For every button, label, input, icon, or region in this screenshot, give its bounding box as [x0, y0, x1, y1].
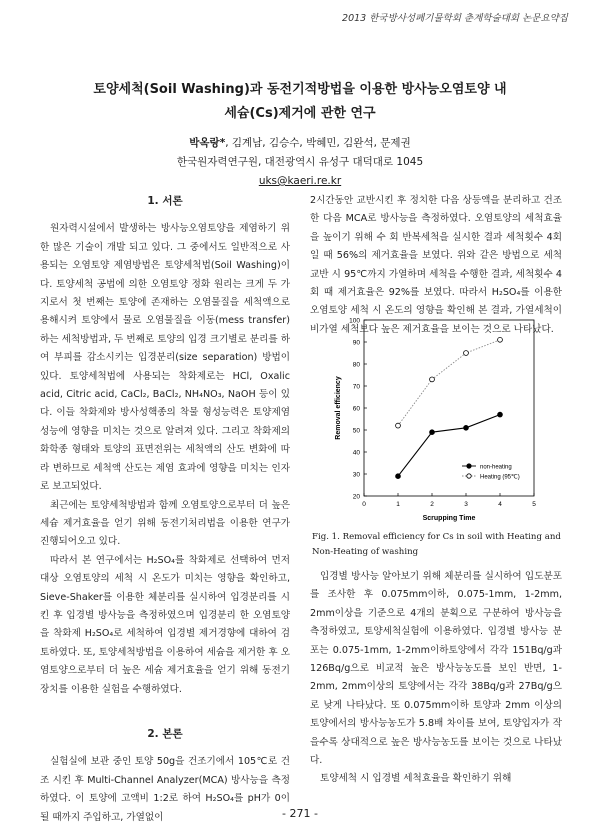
- y-tick-label: 50: [352, 427, 360, 435]
- figure-caption: Fig. 1. Removal efficiency for Cs in soil with Heating and Non-Heating of washing: [312, 532, 561, 557]
- series-1-point: [498, 337, 503, 342]
- author-email[interactable]: uks@kaeri.re.kr: [258, 175, 342, 187]
- series-0-point: [464, 425, 469, 430]
- y-tick-label: 40: [352, 449, 360, 457]
- first-author: 박옥랑*: [189, 137, 226, 149]
- removal-efficiency-chart: [312, 308, 552, 526]
- series-0-point: [396, 474, 401, 479]
- right-paragraph-1: 2시간동안 교반시킨 후 정치한 다음 상등액을 분리하고 건조한 다음 MCA로 방사능을 측정하였다. 오염토양의 세척효율을 높이기 위해 수 회 반복세척을 실시한 결과 세척횟수 4회 일 때 56%의 제거효율을 보였다. 위와 같은 방법으로 세척 교반 시 95℃까지 가열하며 세척을 수행한 결과, 세척횟수 4회 때 제거효율은 92%를 보였다. 따라서 H₂SO₄를 이용한 오염토양 세척 시 온도의 영향을 확인해 본 결과, 가열세척이 비가열 세척보다 높은 제거효율을 보이는 것으로 나타났다.: [310, 195, 562, 335]
- title-line-2: 세슘(Cs)제거에 관한 연구: [224, 106, 376, 121]
- section-1-title: 1. 서론: [147, 195, 183, 207]
- series-line-1: [398, 340, 500, 426]
- legend-label-0: non-heating: [480, 464, 512, 471]
- y-tick-label: 100: [349, 317, 360, 325]
- x-axis-label: Scrupping Time: [422, 515, 476, 522]
- series-1-point: [430, 377, 435, 382]
- series-1-point: [396, 423, 401, 428]
- x-tick-label: 4: [498, 501, 502, 508]
- series-0-point: [498, 412, 503, 417]
- section-2-title: 2. 본론: [147, 727, 183, 740]
- y-tick-label: 70: [352, 383, 360, 391]
- section-1-paragraph-2: 최근에는 토양세척방법과 함께 오염토양으로부터 더 높은 세슘 제거효율을 얻기 위해 동전기처리법을 이용한 연구가 진행되어오고 있다.: [40, 499, 290, 548]
- y-tick-label: 30: [352, 471, 360, 479]
- journal-header: 2013 한국방사성폐기물학회 춘계학술대회 논문요약집: [342, 13, 568, 24]
- x-tick-label: 0: [362, 501, 366, 508]
- x-tick-label: 1: [396, 501, 400, 508]
- author-block: [0, 134, 600, 191]
- figure-1: [312, 308, 552, 526]
- title-line-1: 토양세척(Soil Washing)과 동전기적방법을 이용한 방사능오염토양 내: [93, 82, 507, 97]
- y-tick-label: 90: [352, 339, 360, 347]
- legend-label-1: Heating (95℃): [480, 474, 520, 481]
- author-line: [0, 134, 600, 153]
- left-column: [40, 192, 290, 827]
- legend-marker-0: [467, 464, 471, 468]
- y-axis-label: Removal efficiency: [335, 376, 342, 440]
- y-tick-label: 80: [352, 361, 360, 369]
- affiliation: 한국원자력연구원, 대전광역시 유성구 대덕대로 1045: [176, 156, 424, 168]
- right-column-bottom: [310, 568, 562, 789]
- section-2-paragraph-1: 실험실에 보관 중인 토양 50g을 건조기에서 105℃로 건조 시킨 후 Multi-Channel Analyzer(MCA) 방사능을 측정하였다. 이 토양에 고액비 1:2로 하여 H₂SO₄를 pH가 0이 될 때까지 주입하고, 가열없이: [40, 756, 290, 823]
- paper-title: [40, 78, 560, 126]
- co-authors: , 김계남, 김승수, 박혜민, 김완석, 문제권: [225, 137, 411, 149]
- page-number: - 271 -: [282, 807, 318, 820]
- series-0-point: [430, 430, 435, 435]
- legend-marker-1: [467, 474, 471, 478]
- right-paragraph-2: 입경별 방사능 알아보기 위해 체분리를 실시하여 입도분포를 조사한 후 0.075mm이하, 0.075-1mm, 1-2mm, 2mm이상을 기준으로 4개의 분획으로 구분하여 방사능을 측정하였고, 토양세척실험에 이용하였다. 입경별 방사능 분포는 0.075-1mm, 1-2mm이하토양에서 각각 151Bq/g과 126Bq/g으로 비교적 높은 방사능농도를 보인 반면, 1-2mm, 2mm이상의 토양에서는 각각 38Bq/g과 27Bq/g으로 낮게 나타났다. 또 0.075mm이하 토양과 2mm 이상의 토양에서의 방사능농도가 5.8배 차이를 보여, 토양입자가 작을수록 상대적으로 높은 방사능농도를 보이는 것으로 나타났다.: [310, 571, 562, 767]
- y-tick-label: 20: [352, 493, 360, 501]
- section-1-paragraph-3: 따라서 본 연구에서는 H₂SO₄를 착화제로 선택하여 먼저 대상 오염토양의 세척 시 온도가 미치는 영향을 확인하고, Sieve-Shaker를 이용한 체분리를 실시하여 입경분리를 시킨 후 입경별 방사능을 측정하였으며 입경분리 한 오염토양을 착화제 H₂SO₄로 세척하여 입경별 제거경향에 대하여 검토하였다. 또, 토양세척방법을 이용하여 세슘을 제거한 후 오염토양으로부터 더 높은 세슘 제거효율을 얻기 위해 동전기장치를 이용한 실험을 수행하였다.: [40, 554, 290, 695]
- right-paragraph-3: 토양세척 시 입경별 세척효율을 확인하기 위해: [320, 773, 512, 785]
- x-tick-label: 2: [430, 501, 434, 508]
- section-1-paragraph-1: 원자력시설에서 발생하는 방사능오염토양을 제염하기 위한 많은 기술이 개발 되고 있다. 그 중에서도 일반적으로 사용되는 오염토양 제염방법은 토양세척법(Soil Washing)이다. 토양세척 공법에 의한 오염토양 정화 원리는 크게 두 가지로서 첫 번째는 토양에 존재하는 오염물질을 세척액으로 용해시켜 토양에서 물로 오염물질을 이동(mess transfer)하는 세척방법과, 두 번째로 토양의 입경 크기별로 분리를 하여 부피를 감소시키는 입경분리(size separation) 방법이 있다. 토양세척법에 사용되는 착화제로는 HCl, Oxalic acid, Citric acid, CaCl₂, BaCl₂, NH₄NO₃, NaOH 등이 있다. 이들 착화제와 방사성핵종의 착물 형성능력은 토양제염 성능에 영향을 미치는 것으로 알려져 있다. 그리고 착화제의 화학종 형태와 토양의 표면전위는 세척액의 산도 변화에 따라 변하므로 세척액 산도는 제염 효과에 영향을 미치는 인자로 보고되었다.: [40, 223, 290, 493]
- x-tick-label: 3: [464, 501, 468, 508]
- series-1-point: [464, 351, 469, 356]
- x-tick-label: 5: [532, 501, 536, 508]
- y-tick-label: 60: [352, 405, 360, 413]
